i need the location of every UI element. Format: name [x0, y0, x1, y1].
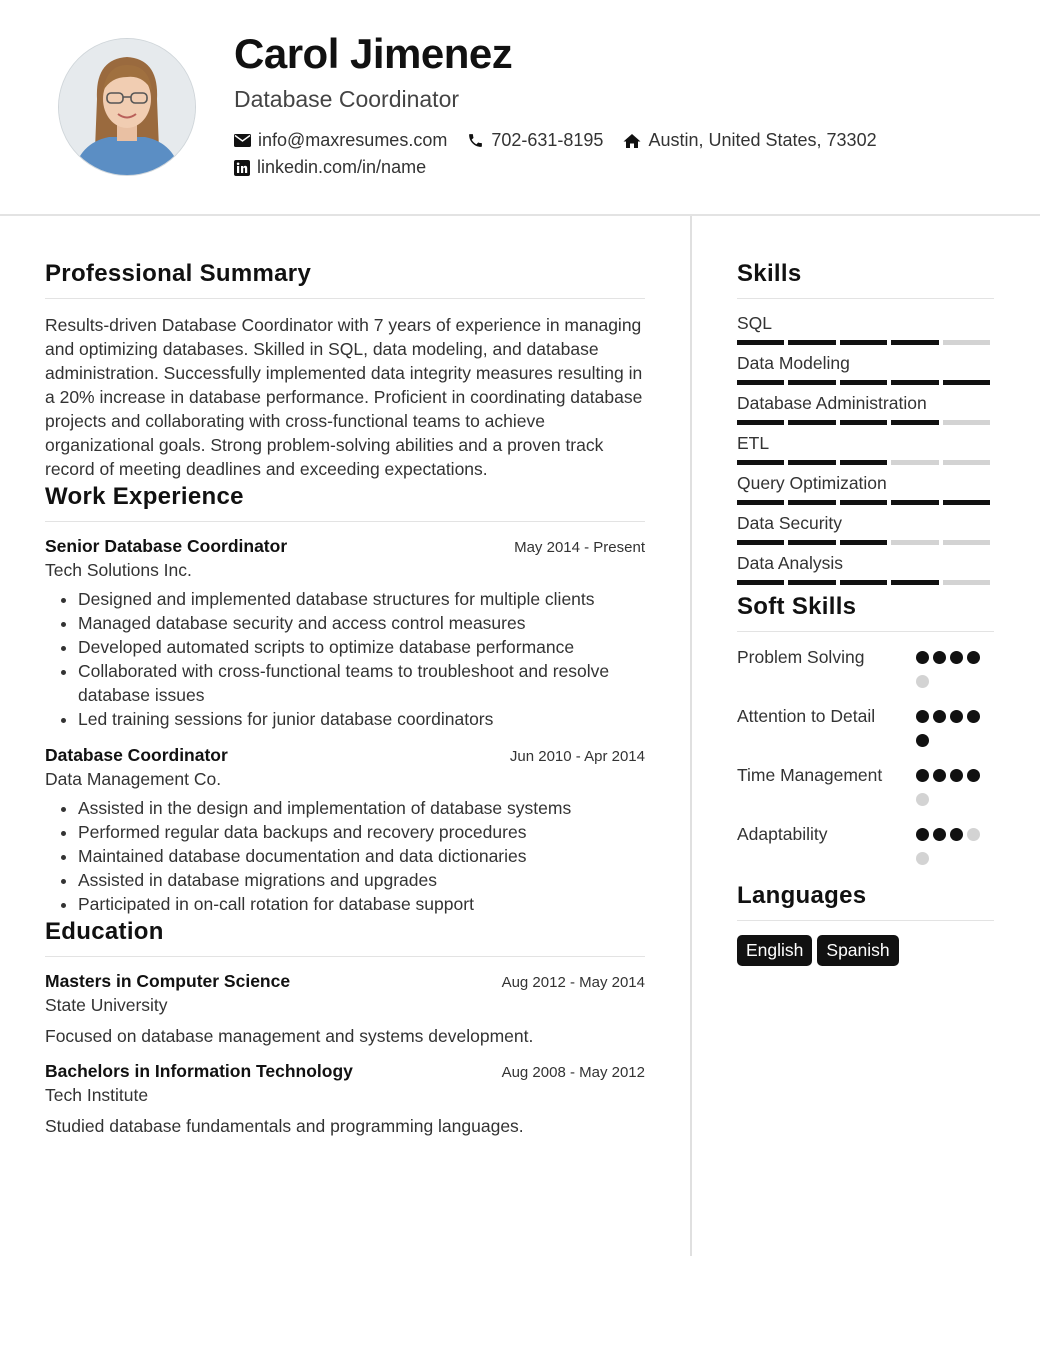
rating-dot	[933, 828, 946, 841]
rating-dot	[967, 710, 980, 723]
skill-level-bar	[737, 580, 994, 585]
contact-row	[234, 130, 897, 151]
school-name: State University	[45, 995, 168, 1015]
education-date: Aug 2012 - May 2014	[501, 974, 645, 991]
list-item: • Collaborated with cross-functional teams to troubleshoot and resolve database issues	[78, 659, 645, 707]
resume-header	[0, 0, 1040, 216]
list-item: • Led training sessions for junior database coordinators	[78, 707, 645, 731]
skill-name: Database Administration	[737, 393, 927, 413]
contact-phone[interactable]	[467, 130, 603, 151]
main-column	[45, 216, 645, 1137]
skill-level-bar	[737, 420, 994, 425]
job-company: Tech Solutions Inc.	[45, 560, 192, 580]
list-item: • Assisted in the design and implementation of database systems	[78, 796, 645, 820]
skill-level-segment	[891, 380, 938, 385]
rating-dot	[933, 710, 946, 723]
rating-dot	[916, 852, 929, 865]
skill-name: Query Optimization	[737, 473, 887, 493]
skill-level-bar	[737, 340, 994, 345]
soft-skill-name: Problem Solving	[737, 647, 865, 667]
skill-level-segment	[943, 500, 990, 505]
skill-level-segment	[891, 500, 938, 505]
skill-level-segment	[840, 380, 887, 385]
rating-dot	[933, 769, 946, 782]
soft-skill-name: Adaptability	[737, 824, 828, 844]
soft-skill-item	[737, 764, 994, 817]
education-heading: Education	[45, 918, 645, 957]
skill-item	[737, 553, 994, 585]
email-text: info@maxresumes.com	[258, 130, 448, 150]
skill-item	[737, 393, 994, 425]
skill-level-segment	[737, 420, 784, 425]
skill-level-segment	[891, 580, 938, 585]
rating-dot	[916, 793, 929, 806]
side-column	[737, 216, 994, 966]
skill-level-segment	[788, 420, 835, 425]
rating-dot	[967, 651, 980, 664]
rating-dot	[950, 769, 963, 782]
soft-skill-name: Time Management	[737, 765, 883, 785]
profile-photo	[58, 38, 196, 176]
rating-dot	[967, 828, 980, 841]
column-divider	[690, 216, 692, 1256]
skill-name: Data Security	[737, 513, 843, 533]
rating-dot	[916, 828, 929, 841]
skill-name: Data Modeling	[737, 353, 850, 373]
linkedin-text: linkedin.com/in/name	[257, 157, 427, 177]
skill-level-segment	[891, 460, 938, 465]
skill-item	[737, 513, 994, 545]
skill-item	[737, 353, 994, 385]
skills-heading: Skills	[737, 260, 994, 299]
skill-level-segment	[891, 420, 938, 425]
skill-level-segment	[788, 460, 835, 465]
job-date: May 2014 - Present	[514, 539, 645, 556]
skill-level-segment	[788, 380, 835, 385]
skill-level-segment	[737, 540, 784, 545]
soft-skills-list	[737, 646, 994, 876]
skill-level-segment	[891, 340, 938, 345]
soft-skill-rating	[916, 764, 994, 817]
soft-skills-heading: Soft Skills	[737, 593, 994, 632]
skill-item	[737, 473, 994, 505]
skills-list	[737, 313, 994, 585]
skill-item	[737, 313, 994, 345]
skill-level-bar	[737, 540, 994, 545]
skill-level-bar	[737, 380, 994, 385]
rating-dot	[916, 675, 929, 688]
school-name: Tech Institute	[45, 1085, 149, 1105]
contact-linkedin[interactable]	[234, 157, 426, 178]
rating-dot	[916, 651, 929, 664]
candidate-title: Database Coordinator	[234, 86, 460, 112]
soft-skill-item	[737, 646, 994, 699]
rating-dot	[950, 828, 963, 841]
list-item: • Managed database security and access control measures	[78, 611, 645, 635]
rating-dot	[950, 710, 963, 723]
language-tag: Spanish	[817, 935, 898, 966]
skill-level-segment	[840, 580, 887, 585]
list-item: • Participated in on-call rotation for database support	[78, 892, 645, 916]
skill-level-bar	[737, 460, 994, 465]
languages-heading: Languages	[737, 882, 994, 921]
skill-level-segment	[943, 380, 990, 385]
job-title: Database Coordinator	[45, 745, 228, 765]
person-icon	[59, 39, 195, 175]
skill-name: ETL	[737, 433, 770, 453]
soft-skill-name: Attention to Detail	[737, 706, 876, 726]
skill-level-segment	[737, 500, 784, 505]
skill-level-segment	[737, 380, 784, 385]
education-entry	[45, 971, 645, 1047]
skill-level-segment	[840, 340, 887, 345]
contact-row	[234, 157, 446, 178]
rating-dot	[916, 769, 929, 782]
summary-text: Results-driven Database Coordinator with 7 years of experience in managing and optimizing databases. Skilled in SQL, data modeling, and database administration. Successfully implemented data integrity measures resulting in a 20% increase in database performance. Proficient in coordinating database projects and collaborating with cross-functional teams to achieve organizational goals. Strong problem-solving abilities and a proven track record of meeting deadlines and exceeding expectations.	[45, 315, 643, 479]
soft-skill-item	[737, 823, 994, 876]
skill-level-segment	[840, 500, 887, 505]
list-item: • Maintained database documentation and data dictionaries	[78, 844, 645, 868]
skill-level-segment	[840, 540, 887, 545]
phone-icon	[467, 132, 484, 149]
skill-level-segment	[840, 460, 887, 465]
list-item: • Developed automated scripts to optimize database performance	[78, 635, 645, 659]
skill-level-segment	[737, 580, 784, 585]
skill-level-segment	[788, 540, 835, 545]
soft-skill-rating	[916, 705, 994, 758]
education-description: Focused on database management and systems development.	[45, 1026, 534, 1046]
envelope-icon	[234, 134, 251, 147]
job-date: Jun 2010 - Apr 2014	[509, 748, 645, 765]
education-date: Aug 2008 - May 2012	[501, 1064, 645, 1081]
degree-title: Masters in Computer Science	[45, 971, 291, 991]
skill-level-bar	[737, 500, 994, 505]
job-title: Senior Database Coordinator	[45, 536, 288, 556]
linkedin-icon	[234, 160, 250, 176]
soft-skill-rating	[916, 823, 994, 876]
skill-level-segment	[788, 580, 835, 585]
languages-list	[737, 935, 994, 966]
language-tag: English	[737, 935, 812, 966]
skill-level-segment	[737, 340, 784, 345]
skill-level-segment	[788, 500, 835, 505]
education-entry	[45, 1061, 645, 1137]
phone-text: 702-631-8195	[491, 130, 604, 150]
job-bullets	[45, 796, 645, 916]
job-entry	[45, 745, 645, 916]
soft-skill-rating	[916, 646, 994, 699]
skill-level-segment	[943, 460, 990, 465]
job-entry	[45, 536, 645, 731]
rating-dot	[967, 769, 980, 782]
candidate-name: Carol Jimenez	[234, 30, 513, 77]
location-text: Austin, United States, 73302	[648, 130, 877, 150]
skill-level-segment	[788, 340, 835, 345]
summary-heading: Professional Summary	[45, 260, 645, 299]
job-company: Data Management Co.	[45, 769, 222, 789]
skill-level-segment	[943, 340, 990, 345]
skill-level-segment	[840, 420, 887, 425]
home-icon	[623, 133, 641, 149]
skill-item	[737, 433, 994, 465]
education-description: Studied database fundamentals and programming languages.	[45, 1116, 524, 1136]
rating-dot	[933, 651, 946, 664]
degree-title: Bachelors in Information Technology	[45, 1061, 353, 1081]
skill-name: SQL	[737, 313, 773, 333]
skill-level-segment	[943, 580, 990, 585]
skill-level-segment	[737, 460, 784, 465]
rating-dot	[916, 734, 929, 747]
rating-dot	[916, 710, 929, 723]
list-item: • Performed regular data backups and recovery procedures	[78, 820, 645, 844]
list-item: • Assisted in database migrations and upgrades	[78, 868, 645, 892]
soft-skill-item	[737, 705, 994, 758]
skill-level-segment	[891, 540, 938, 545]
job-bullets	[45, 587, 645, 731]
rating-dot	[950, 651, 963, 664]
contact-location	[623, 130, 876, 151]
skill-level-segment	[943, 420, 990, 425]
contact-email[interactable]	[234, 130, 447, 151]
list-item: • Designed and implemented database structures for multiple clients	[78, 587, 645, 611]
skill-level-segment	[943, 540, 990, 545]
skill-name: Data Analysis	[737, 553, 844, 573]
experience-heading: Work Experience	[45, 483, 645, 522]
